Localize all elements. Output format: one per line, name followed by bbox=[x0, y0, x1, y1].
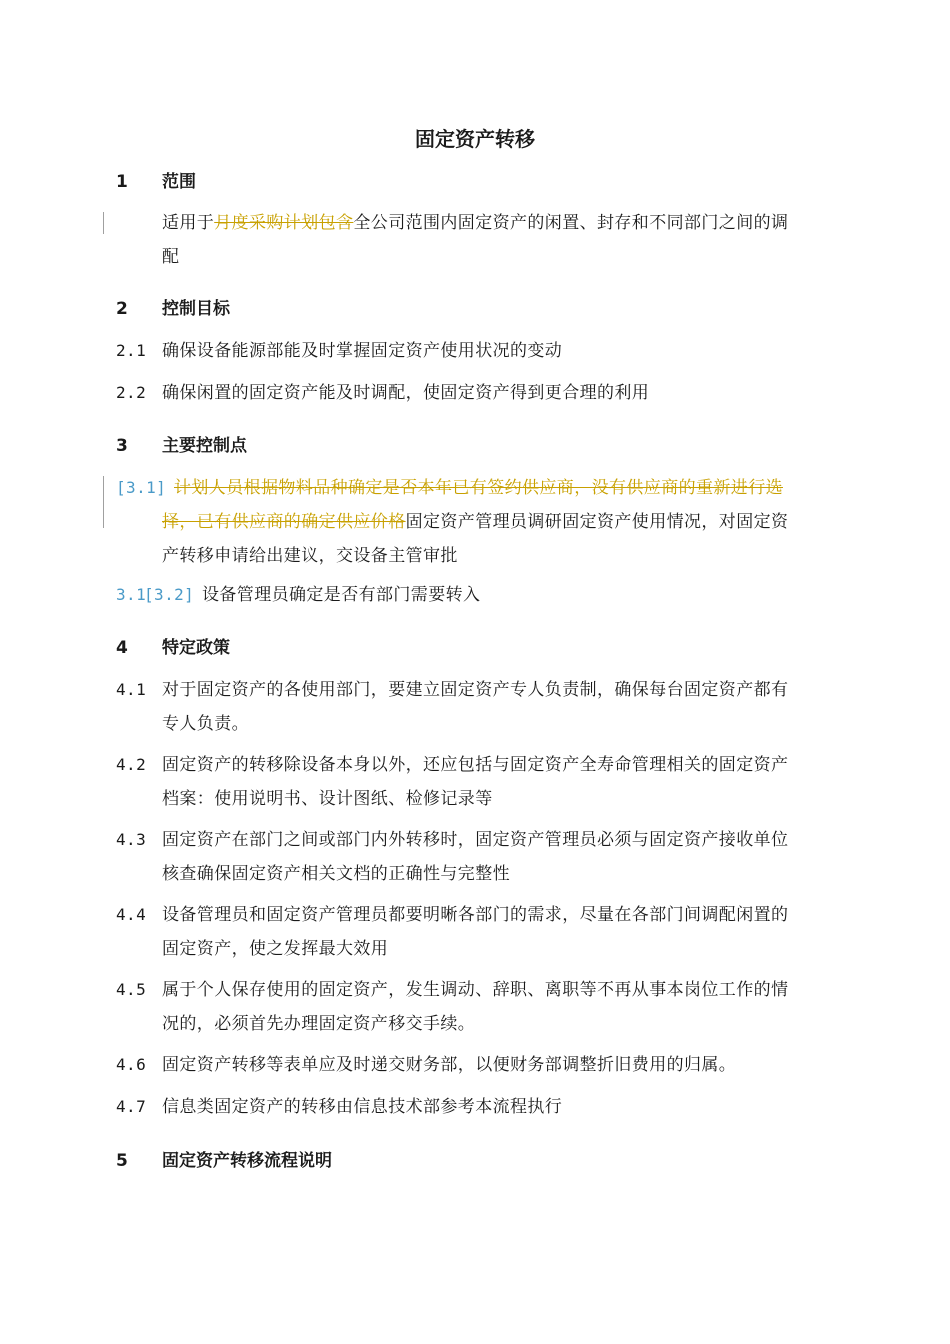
deleted-text: 月度采购计划包含 bbox=[214, 213, 354, 233]
section-title: 固定资产转移流程说明 bbox=[162, 1151, 332, 1171]
item-body bbox=[162, 898, 852, 966]
item-text: 固定资产在部门之间或部门内外转移时，固定资产管理员必须与固定资产接收单位 bbox=[162, 830, 789, 850]
section-title: 范围 bbox=[162, 172, 196, 192]
item-text-continued: 核查确保固定资产相关文档的正确性与完整性 bbox=[162, 864, 510, 884]
section-title: 特定政策 bbox=[162, 638, 230, 658]
item-text: 固定资产转移等表单应及时递交财务部，以便财务部调整折旧费用的归属。 bbox=[162, 1055, 737, 1075]
deleted-text: 计划人员根据物料品种确定是否本年已有签约供应商，没有供应商的重新进行选 bbox=[174, 478, 783, 498]
revision-number-old: [3.2] bbox=[144, 585, 195, 604]
section-title: 主要控制点 bbox=[162, 436, 247, 456]
item-text: 固定资产的转移除设备本身以外，还应包括与固定资产全寿命管理相关的固定资产 bbox=[162, 755, 789, 775]
item-text-continued: 况的，必须首先办理固定资产移交手续。 bbox=[162, 1014, 476, 1034]
item-text: 确保设备能源部能及时掌握固定资产使用状况的变动 bbox=[162, 341, 563, 361]
item-number: 4.6 bbox=[116, 1055, 147, 1074]
item-text: 设备管理员确定是否有部门需要转入 bbox=[202, 585, 481, 605]
revision-number: [3.1] bbox=[116, 478, 167, 497]
section-number: 3 bbox=[116, 436, 128, 456]
item-text-continued: 固定资产，使之发挥最大效用 bbox=[162, 939, 389, 959]
item-body bbox=[162, 1090, 852, 1124]
scope-paragraph bbox=[162, 206, 852, 274]
section-number: 2 bbox=[116, 299, 128, 319]
section-title: 控制目标 bbox=[162, 299, 230, 319]
item-text: 确保闲置的固定资产能及时调配，使固定资产得到更合理的利用 bbox=[162, 383, 650, 403]
item-number: 4.5 bbox=[116, 980, 147, 999]
revision-number-new: 3.1 bbox=[116, 585, 147, 604]
item-text-continued: 档案：使用说明书、设计图纸、检修记录等 bbox=[162, 789, 493, 809]
section-number: 1 bbox=[116, 172, 128, 192]
item-text: 对于固定资产的各使用部门，要建立固定资产专人负责制，确保每台固定资产都有 bbox=[162, 680, 789, 700]
scope-prefix: 适用于 bbox=[162, 213, 215, 233]
change-bar bbox=[103, 212, 104, 234]
item-body bbox=[162, 823, 852, 891]
item-text: 固定资产管理员调研固定资产使用情况，对固定资 bbox=[405, 512, 789, 532]
item-text: 信息类固定资产的转移由信息技术部参考本流程执行 bbox=[162, 1097, 563, 1117]
item-body bbox=[162, 973, 852, 1041]
change-bar bbox=[103, 476, 104, 528]
item-text-continued: 专人负责。 bbox=[162, 714, 249, 734]
item-number: 4.3 bbox=[116, 830, 147, 849]
deleted-text: 择，已有供应商的确定供应价格 bbox=[162, 512, 406, 532]
item-number: 2.2 bbox=[116, 383, 147, 402]
item-number: 4.7 bbox=[116, 1097, 147, 1116]
item-body bbox=[162, 673, 852, 741]
scope-text-continued: 配 bbox=[162, 247, 180, 267]
section-number: 4 bbox=[116, 638, 128, 658]
scope-text: 全公司范围内固定资产的闲置、封存和不同部门之间的调 bbox=[353, 213, 789, 233]
item-text: 属于个人保存使用的固定资产，发生调动、辞职、离职等不再从事本岗位工作的情 bbox=[162, 980, 789, 1000]
item-body bbox=[162, 748, 852, 816]
item-number: 4.2 bbox=[116, 755, 147, 774]
item-number: 2.1 bbox=[116, 341, 147, 360]
item-body bbox=[162, 1048, 852, 1082]
item-text-continued: 产转移申请给出建议，交设备主管审批 bbox=[162, 546, 458, 566]
section-number: 5 bbox=[116, 1151, 128, 1171]
item-text: 设备管理员和固定资产管理员都要明晰各部门的需求，尽量在各部门间调配闲置的 bbox=[162, 905, 789, 925]
item-number: 4.1 bbox=[116, 680, 147, 699]
item-number: 4.4 bbox=[116, 905, 147, 924]
document-title: 固定资产转移 bbox=[415, 127, 535, 151]
